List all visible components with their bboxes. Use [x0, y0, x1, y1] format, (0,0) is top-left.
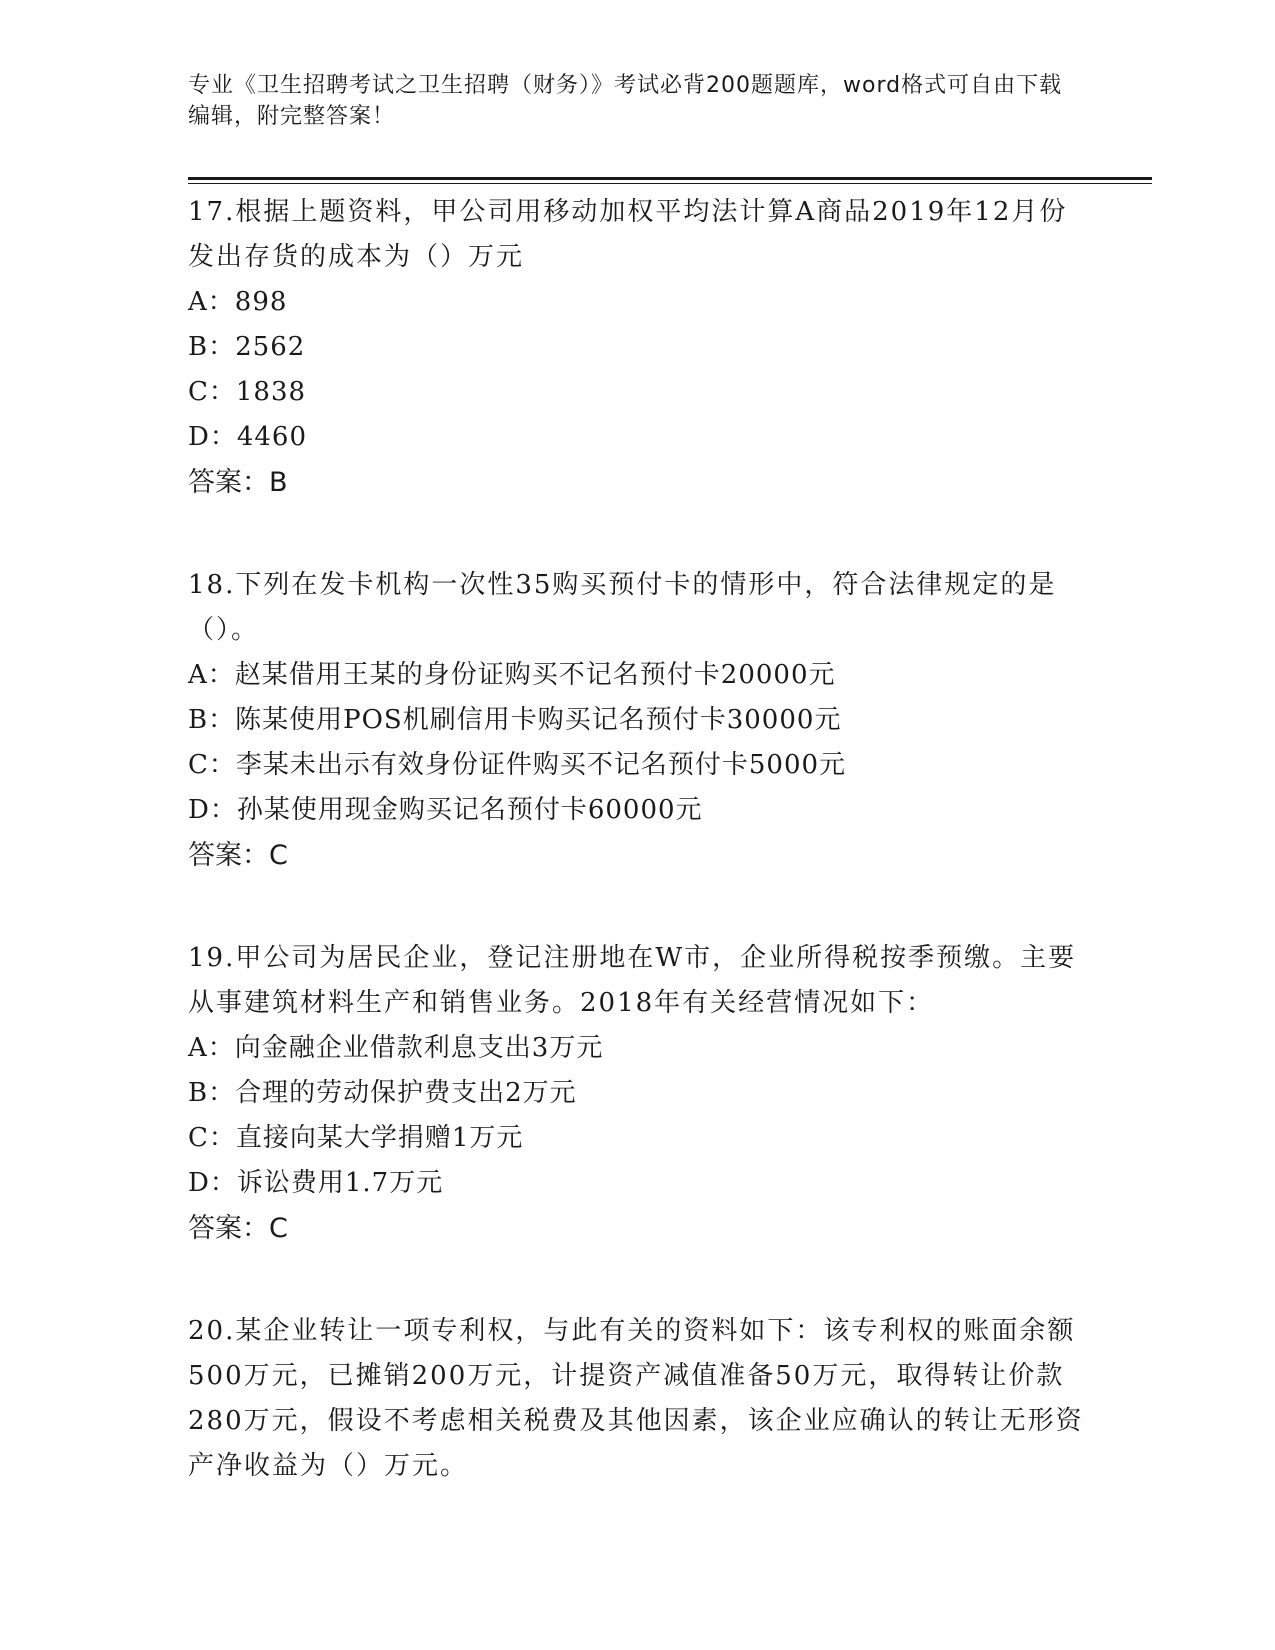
question-19	[188, 936, 1088, 1251]
option-c: C：直接向某大学捐赠1万元	[188, 1123, 524, 1153]
option-d: D：孙某使用现金购买记名预付卡60000元	[188, 795, 703, 825]
answer-line: 答案：C	[188, 840, 288, 871]
question-stem: 18.下列在发卡机构一次性35购买预付卡的情形中，符合法律规定的是（）。	[188, 570, 1057, 645]
answer-line: 答案：C	[188, 1213, 288, 1244]
page-header: 专业《卫生招聘考试之卫生招聘（财务）》考试必背200题题库，word格式可自由下载编辑，附完整答案！	[188, 73, 1063, 129]
question-18	[188, 563, 1088, 878]
answer-line: 答案：B	[188, 467, 288, 498]
option-a: A：赵某借用王某的身份证购买不记名预付卡20000元	[188, 660, 836, 690]
question-list	[188, 190, 1088, 1547]
question-stem: 19.甲公司为居民企业，登记注册地在W市，企业所得税按季预缴。主要从事建筑材料生产和销售业务。2018年有关经营情况如下：	[188, 943, 1077, 1018]
header-divider-thin	[188, 183, 1152, 184]
question-stem: 17.根据上题资料，甲公司用移动加权平均法计算A商品2019年12月份发出存货的成本为（）万元	[188, 197, 1068, 272]
option-b: B：合理的劳动保护费支出2万元	[188, 1078, 577, 1108]
question-stem: 20.某企业转让一项专利权，与此有关的资料如下：该专利权的账面余额500万元，已摊销200万元，计提资产减值准备50万元，取得转让价款280万元，假设不考虑相关税费及其他因素，该企业应确认的转让无形资产净收益为（）万元。	[188, 1316, 1084, 1481]
question-20	[188, 1309, 1088, 1489]
option-a: A：向金融企业借款利息支出3万元	[188, 1033, 604, 1063]
header-divider-thick	[188, 177, 1152, 180]
option-c: C：李某未出示有效身份证件购买不记名预付卡5000元	[188, 750, 847, 780]
option-d: D：4460	[188, 422, 308, 452]
option-b: B：2562	[188, 332, 306, 362]
option-b: B：陈某使用POS机刷信用卡购买记名预付卡30000元	[188, 705, 842, 735]
option-a: A：898	[188, 287, 288, 317]
option-d: D：诉讼费用1.7万元	[188, 1168, 444, 1198]
option-c: C：1838	[188, 377, 307, 407]
question-17	[188, 190, 1088, 505]
